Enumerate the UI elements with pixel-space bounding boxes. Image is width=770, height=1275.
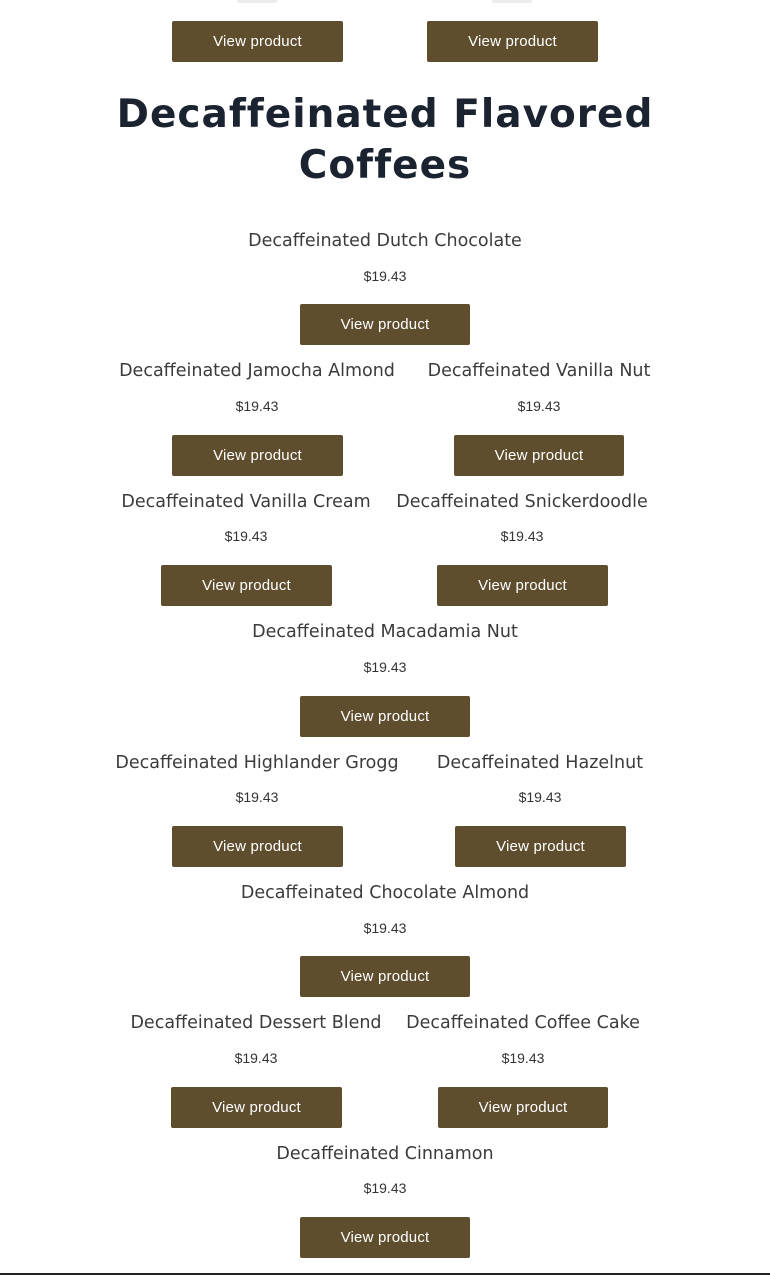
product-price: $19.43: [235, 789, 279, 805]
view-product-button[interactable]: View product: [172, 21, 343, 62]
product-price: $19.43: [363, 920, 407, 936]
view-product-button[interactable]: View product: [300, 304, 470, 345]
product-price: $19.43: [234, 1050, 278, 1066]
view-product-button[interactable]: View product: [427, 21, 598, 62]
product-price: $19.43: [235, 398, 279, 414]
product-name[interactable]: Decaffeinated Vanilla Nut: [427, 361, 651, 381]
view-product-button[interactable]: View product: [300, 1217, 470, 1258]
product-price: $19.43: [500, 528, 544, 544]
view-product-button[interactable]: View product: [172, 435, 343, 476]
product-name[interactable]: Decaffeinated Jamocha Almond: [119, 361, 395, 381]
product-price: $19.43: [501, 1050, 545, 1066]
product-name[interactable]: Decaffeinated Coffee Cake: [406, 1013, 640, 1033]
product-price: $19.43: [363, 1180, 407, 1196]
product-name[interactable]: Decaffeinated Vanilla Cream: [121, 492, 371, 512]
product-name[interactable]: Decaffeinated Dutch Chocolate: [248, 231, 522, 251]
section-title-line2: Coffees: [298, 143, 472, 188]
product-name[interactable]: Decaffeinated Chocolate Almond: [240, 883, 530, 903]
product-price: $19.43: [363, 659, 407, 675]
view-product-button[interactable]: View product: [438, 1087, 608, 1128]
product-image-remnant: [237, 0, 277, 3]
view-product-button[interactable]: View product: [300, 956, 470, 997]
product-name[interactable]: Decaffeinated Highlander Grogg: [115, 753, 399, 773]
section-title: [0, 89, 770, 191]
product-name[interactable]: Decaffeinated Hazelnut: [436, 753, 644, 773]
product-price: $19.43: [517, 398, 561, 414]
view-product-button[interactable]: View product: [454, 435, 624, 476]
view-product-button[interactable]: View product: [455, 826, 626, 867]
product-price: $19.43: [224, 528, 268, 544]
section-title-line1: Decaffeinated Flavored: [116, 92, 654, 137]
product-price: $19.43: [518, 789, 562, 805]
view-product-button[interactable]: View product: [161, 565, 332, 606]
product-name[interactable]: Decaffeinated Snickerdoodle: [396, 492, 648, 512]
view-product-button[interactable]: View product: [171, 1087, 342, 1128]
view-product-button[interactable]: View product: [172, 826, 343, 867]
product-price: $19.43: [363, 268, 407, 284]
product-image-remnant: [492, 0, 532, 3]
product-name[interactable]: Decaffeinated Cinnamon: [276, 1144, 494, 1164]
view-product-button[interactable]: View product: [300, 696, 470, 737]
product-name[interactable]: Decaffeinated Macadamia Nut: [252, 622, 518, 642]
view-product-button[interactable]: View product: [437, 565, 608, 606]
product-name[interactable]: Decaffeinated Dessert Blend: [130, 1013, 382, 1033]
